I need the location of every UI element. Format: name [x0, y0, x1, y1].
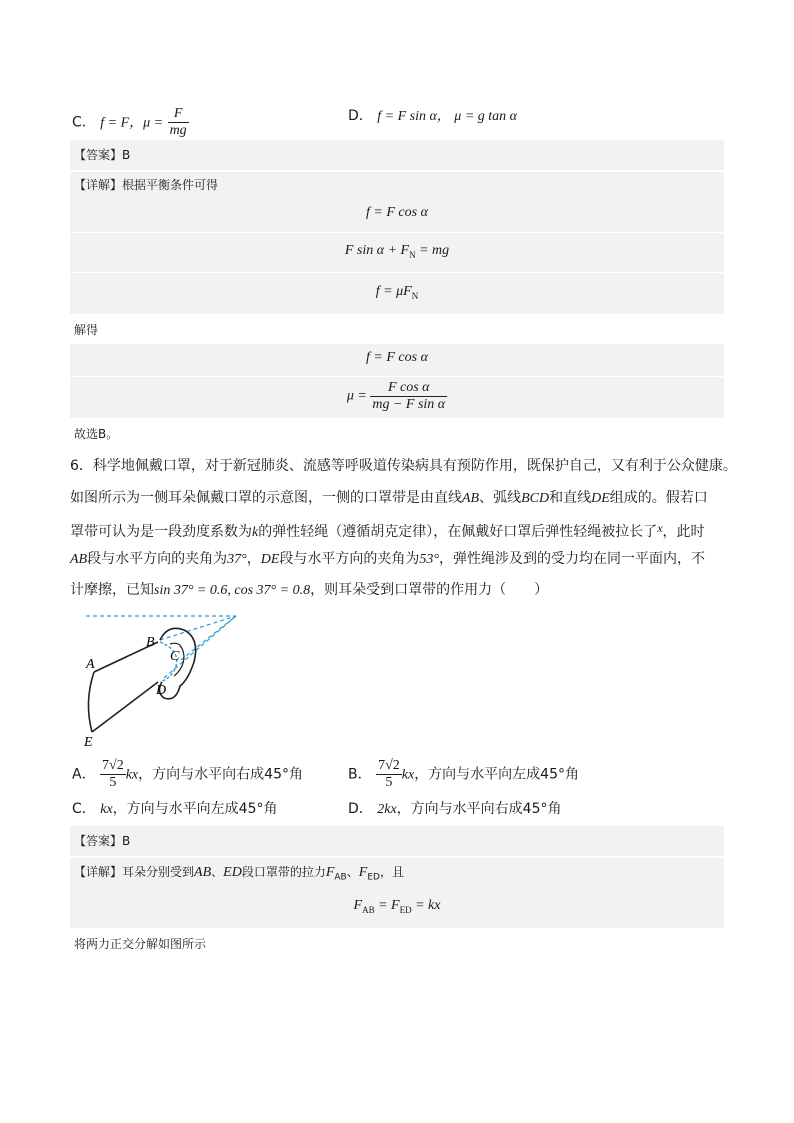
option-text: ，方向与水平向左成45°角: [112, 801, 278, 817]
subscript: ED: [399, 904, 412, 915]
ear-mask-figure: [76, 610, 256, 750]
math-var: 53°: [419, 552, 439, 567]
option-b-q6: [348, 758, 579, 791]
fraction-numerator: 7√2: [378, 758, 400, 773]
option-text: ，方向与水平向右成45°角: [138, 766, 303, 783]
subscript: N: [411, 290, 419, 301]
math-var: x: [657, 521, 663, 535]
equation-text: f = μF: [375, 284, 412, 299]
equation-4: [70, 350, 724, 366]
text-segment: ，则耳朵受到口罩带的作用力（ ）: [310, 582, 549, 598]
fraction: [168, 106, 189, 139]
fraction-denominator: mg: [169, 123, 187, 138]
divider: [70, 376, 724, 377]
equation-text: f = F cos α: [366, 350, 428, 365]
math-var: kx: [125, 767, 139, 783]
math-var: DE: [591, 491, 610, 506]
option-label: D．: [348, 108, 373, 124]
fraction-denominator: mg − F sin α: [372, 397, 446, 412]
answer-label: 【答案】B: [74, 148, 131, 162]
equation-text: F: [353, 898, 363, 913]
text-segment: 计摩擦，已知: [70, 582, 154, 598]
text-segment: 、: [346, 865, 359, 879]
equation-3: [70, 284, 724, 301]
detail-intro: 【详解】根据平衡条件可得: [74, 178, 219, 192]
conclusion: 故选B。: [74, 427, 119, 441]
dashed-line-d: [164, 616, 236, 678]
fraction-denominator: 5: [385, 775, 393, 790]
text-segment: ，且: [379, 865, 404, 879]
divider: [70, 232, 724, 233]
detail-text: [74, 863, 404, 886]
fraction: [100, 758, 126, 791]
text-segment: 段口罩带的拉力: [241, 865, 326, 879]
math-var: AB: [70, 552, 88, 567]
text-segment: 【详解】耳朵分别受到: [74, 865, 195, 879]
equation-text: F sin α + F: [344, 243, 410, 258]
text-segment: 段与水平方向的夹角为: [87, 551, 228, 567]
subscript: AB: [362, 904, 375, 915]
fraction: [376, 758, 402, 791]
answer-label: 【答案】B: [74, 834, 131, 848]
question-text-line: [70, 549, 705, 570]
fraction-numerator: F cos α: [370, 380, 447, 397]
text-segment: 组成的。假若口: [609, 490, 708, 506]
option-formula: f = F，μ =: [100, 115, 164, 131]
math-var: kx: [401, 767, 415, 783]
option-text: ，方向与水平向右成45°角: [396, 801, 562, 817]
equation-1: [70, 205, 724, 221]
option-c-q6: [72, 799, 278, 820]
answer-box: [70, 140, 724, 170]
math-var: k: [252, 525, 259, 540]
subscript: N: [409, 249, 416, 260]
fraction-numerator: F: [168, 106, 189, 123]
question-text-line: [70, 580, 548, 601]
math-var: AB: [194, 865, 212, 880]
math-var: ED: [223, 865, 242, 880]
math-var: 2kx: [377, 802, 397, 817]
text-segment: 和直线: [549, 490, 592, 506]
subscript: ED: [367, 872, 380, 883]
text-segment: 罩带可认为是一段劲度系数为: [70, 524, 252, 540]
strap-de: [92, 682, 158, 732]
text-segment: 段与水平方向的夹角为: [279, 551, 420, 567]
fraction-numerator: 7√2: [102, 758, 124, 773]
option-text: ，方向与水平向左成45°角: [414, 766, 580, 783]
label-d: D: [156, 683, 167, 698]
text-segment: ，此时: [662, 524, 705, 540]
question-text-line: [70, 518, 705, 543]
question-text-line: [70, 488, 708, 509]
option-formula: f = F sin α， μ = g tan α: [377, 109, 518, 124]
equation-text: = mg: [415, 243, 450, 258]
math-var: 37°: [227, 552, 247, 567]
option-label: C．: [72, 114, 96, 131]
option-d-q6: [348, 799, 562, 820]
mask-edge: [88, 672, 94, 732]
fraction-denominator: 5: [109, 775, 117, 790]
fraction: [370, 380, 447, 413]
dashed-line-b: [160, 616, 236, 640]
math-var: F: [325, 865, 335, 880]
equation-text: f = F cos α: [366, 205, 428, 220]
option-c-q5: [72, 106, 189, 139]
equation-5: [70, 380, 724, 413]
solve-label: 解得: [74, 323, 99, 337]
label-b: B: [146, 635, 155, 650]
math-var: kx: [100, 802, 113, 817]
option-label: D．: [348, 801, 373, 817]
detail-text-last: 将两力正交分解如图所示: [74, 937, 207, 951]
option-label: A．: [72, 766, 96, 783]
text-segment: 如图所示为一侧耳朵佩戴口罩的示意图，一侧的口罩带是由直线: [70, 490, 462, 506]
label-c: C: [170, 649, 180, 664]
equation-2: [70, 243, 724, 260]
option-a-q6: [72, 758, 303, 791]
text-segment: ，: [246, 551, 261, 567]
text-segment: 的弹性轻绳（遵循胡克定律），在佩戴好口罩后弹性轻绳被拉长了: [258, 524, 658, 540]
math-var: BCD: [521, 491, 550, 506]
text-segment: 、弧线: [479, 490, 522, 506]
text-segment: ，弹性绳涉及到的受力均在同一平面内，不: [439, 551, 705, 567]
subscript: AB: [334, 872, 347, 883]
option-label: C．: [72, 801, 96, 817]
equation-text: μ =: [346, 388, 367, 404]
math-var: F: [358, 865, 368, 880]
label-e: E: [84, 735, 93, 750]
equation-text: = kx: [411, 898, 441, 913]
option-label: B．: [348, 766, 372, 783]
answer-box: [70, 826, 724, 856]
equation-6: [70, 898, 724, 915]
math-var: AB: [462, 491, 480, 506]
label-a: A: [86, 657, 95, 672]
math-var: DE: [260, 552, 280, 567]
divider: [70, 272, 724, 273]
equation-text: = F: [374, 898, 400, 913]
option-d-q5: [348, 106, 517, 127]
text-segment: 、: [211, 865, 224, 879]
question-text-line: 6．科学地佩戴口罩，对于新冠肺炎、流感等呼吸道传染病具有预防作用，既保护自己，又有利于公众健康。: [70, 458, 737, 474]
math-var: sin 37° = 0.6, cos 37° = 0.8: [154, 583, 311, 598]
